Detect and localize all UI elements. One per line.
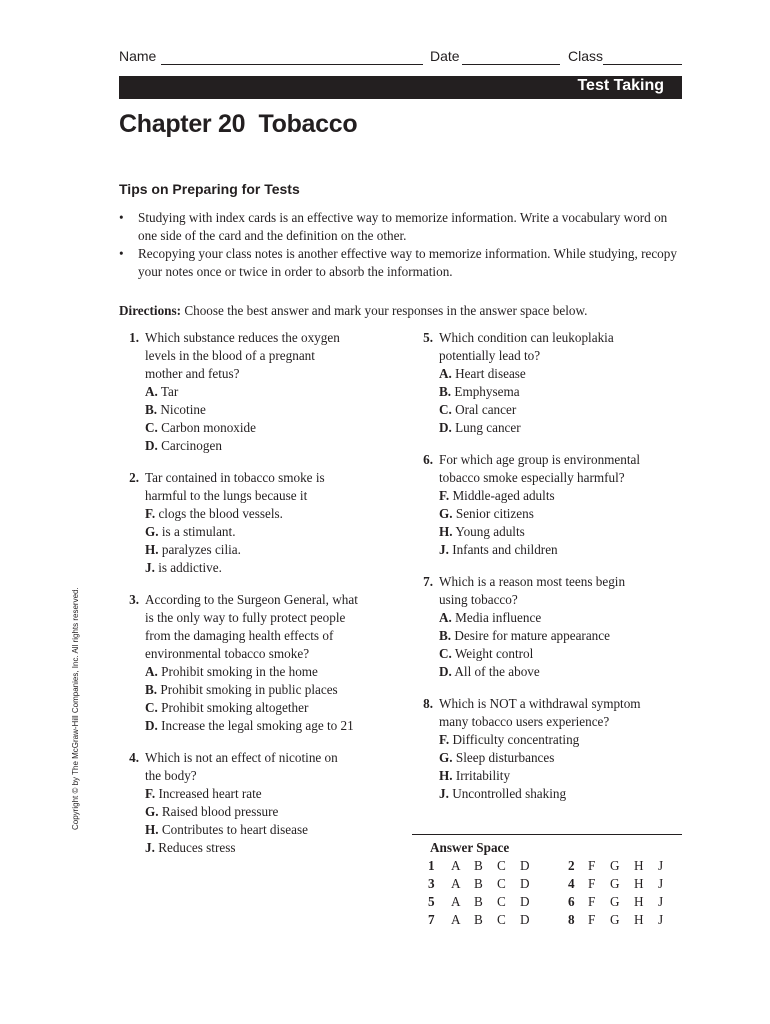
answer-option[interactable] (145, 785, 399, 803)
answer-choice[interactable]: H (634, 876, 644, 891)
tips-heading: Tips on Preparing for Tests (119, 181, 300, 197)
answer-option[interactable] (145, 681, 399, 699)
answer-row (428, 912, 688, 930)
answer-number: 4 (568, 876, 575, 891)
answer-choice[interactable]: J (658, 894, 664, 909)
answer-choice[interactable]: B (474, 858, 483, 873)
option-text: Desire for mature appearance (454, 628, 610, 643)
question-text-line: For which age group is environmental (439, 452, 641, 467)
option-text: Oral cancer (455, 402, 517, 417)
question-number: 2. (129, 470, 139, 485)
option-letter: G. (439, 506, 453, 521)
question-7 (413, 573, 683, 681)
answer-option[interactable] (145, 699, 399, 717)
option-text: Uncontrolled shaking (452, 786, 567, 801)
question-number: 7. (423, 574, 433, 589)
tips-list (119, 209, 679, 281)
question-4 (119, 749, 399, 857)
answer-option[interactable] (145, 803, 399, 821)
copyright-notice: Copyright © by The McGraw-Hill Companies, Inc. All rights reserved. (71, 587, 80, 830)
option-letter: A. (145, 664, 158, 679)
option-text: clogs the blood vessels. (158, 506, 283, 521)
answer-number: 6 (568, 894, 575, 909)
question-number: 8. (423, 696, 433, 711)
header-fields (119, 48, 682, 68)
option-text: Emphysema (454, 384, 520, 399)
option-letter: C. (145, 700, 158, 715)
answer-number: 8 (568, 912, 575, 927)
question-8 (413, 695, 683, 803)
option-letter: F. (145, 506, 156, 521)
answer-choice[interactable]: F (588, 876, 596, 891)
option-letter: J. (439, 542, 449, 557)
option-text: Prohibit smoking in public places (160, 682, 338, 697)
option-letter: B. (439, 628, 452, 643)
option-letter: D. (145, 718, 158, 733)
option-text: Irritability (455, 768, 511, 783)
question-text-line: levels in the blood of a pregnant (145, 348, 315, 363)
answer-option[interactable] (145, 437, 399, 455)
answer-option[interactable] (439, 401, 683, 419)
option-text: Contributes to heart disease (161, 822, 308, 837)
question-text-line: mother and fetus? (145, 366, 240, 381)
answer-space-title: Answer Space (430, 840, 510, 855)
question-number: 4. (129, 750, 139, 765)
answer-option[interactable] (145, 559, 399, 577)
option-text: Senior citizens (455, 506, 534, 521)
option-letter: H. (145, 542, 159, 557)
option-letter: G. (145, 524, 159, 539)
option-text: Prohibit smoking in the home (161, 664, 318, 679)
question-number: 3. (129, 592, 139, 607)
answer-option[interactable] (145, 505, 399, 523)
question-text-line: many tobacco users experience? (439, 714, 610, 729)
answer-option[interactable] (145, 383, 399, 401)
option-text: Difficulty concentrating (452, 732, 580, 747)
question-text-line: environmental tobacco smoke? (145, 646, 310, 661)
option-text: Nicotine (160, 402, 206, 417)
option-text: Lung cancer (455, 420, 521, 435)
option-letter: G. (145, 804, 159, 819)
answer-option[interactable] (145, 663, 399, 681)
answer-choice[interactable]: B (474, 894, 483, 909)
option-text: Media influence (455, 610, 542, 625)
question-number: 5. (423, 330, 433, 345)
answer-choice[interactable]: G (610, 858, 620, 873)
answer-choice[interactable]: J (658, 876, 664, 891)
answer-space-rule (412, 834, 682, 835)
answer-choice[interactable]: C (497, 912, 506, 927)
answer-option[interactable] (145, 419, 399, 437)
answer-choice[interactable]: G (610, 894, 620, 909)
option-letter: A. (439, 366, 452, 381)
option-letter: J. (145, 560, 155, 575)
option-text: Middle-aged adults (452, 488, 555, 503)
question-text-line: Which is a reason most teens begin (439, 574, 626, 589)
answer-number: 3 (428, 876, 435, 891)
option-letter: C. (439, 646, 452, 661)
answer-choice[interactable]: F (588, 894, 596, 909)
question-text-line: Which substance reduces the oxygen (145, 330, 340, 345)
option-letter: H. (439, 768, 453, 783)
answer-option[interactable] (439, 365, 683, 383)
option-text: Carcinogen (161, 438, 222, 453)
question-3 (119, 591, 399, 735)
answer-option[interactable] (145, 821, 399, 839)
question-1 (119, 329, 399, 455)
directions-text: Choose the best answer and mark your responses in the answer space below. (184, 303, 588, 318)
question-5 (413, 329, 683, 437)
answer-choice[interactable]: F (588, 858, 596, 873)
option-letter: F. (439, 732, 450, 747)
page-title: Chapter 20 Tobacco (119, 110, 358, 138)
answer-option[interactable] (439, 731, 683, 749)
answer-space-grid (428, 858, 688, 930)
answer-choice[interactable]: B (474, 876, 483, 891)
question-text-line: tobacco smoke especially harmful? (439, 470, 625, 485)
date-field-line[interactable] (462, 64, 560, 65)
question-text-line: potentially lead to? (439, 348, 541, 363)
question-text-line: According to the Surgeon General, what (145, 592, 358, 607)
question-text-line: is the only way to fully protect people (145, 610, 346, 625)
option-text: paralyzes cilia. (161, 542, 241, 557)
question-text-line: using tobacco? (439, 592, 518, 607)
answer-option[interactable] (145, 523, 399, 541)
answer-choice[interactable]: B (474, 912, 483, 927)
answer-choice[interactable]: F (588, 912, 596, 927)
option-letter: H. (145, 822, 159, 837)
option-text: Young adults (455, 524, 525, 539)
answer-choice[interactable]: D (520, 894, 530, 909)
question-text-line: harmful to the lungs because it (145, 488, 308, 503)
section-banner (119, 76, 682, 99)
answer-option[interactable] (145, 401, 399, 419)
answer-choice[interactable]: C (497, 894, 506, 909)
answer-number: 7 (428, 912, 435, 927)
option-letter: J. (145, 840, 155, 855)
question-text-line: Which condition can leukoplakia (439, 330, 614, 345)
answer-choice[interactable]: D (520, 858, 530, 873)
option-letter: D. (439, 420, 452, 435)
answer-option[interactable] (439, 749, 683, 767)
answer-choice[interactable]: H (634, 858, 644, 873)
option-letter: B. (145, 682, 158, 697)
class-field-line[interactable] (603, 64, 682, 65)
answer-option[interactable] (439, 767, 683, 785)
answer-number: 2 (568, 858, 575, 873)
answer-number: 1 (428, 858, 435, 873)
answer-choice[interactable]: G (610, 912, 620, 927)
answer-option[interactable] (439, 609, 683, 627)
answer-choice[interactable]: J (658, 858, 664, 873)
option-text: Weight control (454, 646, 534, 661)
question-text-line: Which is not an effect of nicotine on (145, 750, 338, 765)
directions (119, 302, 689, 320)
class-label: Class (568, 48, 604, 64)
option-text: Increase the legal smoking age to 21 (161, 718, 354, 733)
answer-choice[interactable]: D (520, 912, 530, 927)
question-2 (119, 469, 399, 577)
option-text: Raised blood pressure (161, 804, 279, 819)
answer-option[interactable] (145, 839, 399, 857)
option-text: Tar (160, 384, 179, 399)
option-letter: F. (145, 786, 156, 801)
question-number: 6. (423, 452, 433, 467)
question-text-line: from the damaging health effects of (145, 628, 334, 643)
option-text: Reduces stress (158, 840, 236, 855)
question-number: 1. (129, 330, 139, 345)
answer-option[interactable] (439, 419, 683, 437)
answer-choice[interactable]: A (451, 876, 461, 891)
option-letter: A. (439, 610, 452, 625)
answer-choice[interactable]: D (520, 876, 530, 891)
question-6 (413, 451, 683, 559)
answer-option[interactable] (439, 523, 683, 541)
answer-choice[interactable]: H (634, 894, 644, 909)
answer-choice[interactable]: G (610, 876, 620, 891)
name-field-line[interactable] (161, 64, 423, 65)
option-letter: B. (145, 402, 158, 417)
answer-option[interactable] (145, 717, 399, 735)
option-text: Infants and children (452, 542, 558, 557)
option-text: Increased heart rate (158, 786, 262, 801)
option-text: Sleep disturbances (455, 750, 555, 765)
answer-option[interactable] (439, 663, 683, 681)
option-letter: B. (439, 384, 452, 399)
answer-choice[interactable]: A (451, 894, 461, 909)
tip-item: • Studying with index cards is an effective way to memorize information. Write a vocabulary word on one side of the card and the definition on the other. (119, 209, 679, 245)
answer-number: 5 (428, 894, 435, 909)
answer-option[interactable] (439, 383, 683, 401)
answer-row (428, 876, 688, 894)
tip-item: • Recopying your class notes is another effective way to memorize information. While studying, recopy your notes once or twice in order to absorb the information. (119, 245, 679, 281)
option-text: All of the above (454, 664, 540, 679)
option-text: is a stimulant. (161, 524, 236, 539)
answer-option[interactable] (439, 505, 683, 523)
option-letter: J. (439, 786, 449, 801)
questions-right-column (413, 329, 683, 817)
answer-choice[interactable]: A (451, 912, 461, 927)
answer-choice[interactable]: C (497, 858, 506, 873)
option-letter: A. (145, 384, 158, 399)
answer-option[interactable] (439, 627, 683, 645)
date-label: Date (430, 48, 460, 64)
answer-option[interactable] (439, 785, 683, 803)
answer-option[interactable] (439, 541, 683, 559)
answer-choice[interactable]: A (451, 858, 461, 873)
answer-row (428, 858, 688, 876)
answer-choice[interactable]: J (658, 912, 664, 927)
answer-option[interactable] (439, 487, 683, 505)
question-text-line: Which is NOT a withdrawal symptom (439, 696, 641, 711)
question-text-line: Tar contained in tobacco smoke is (145, 470, 325, 485)
answer-row (428, 894, 688, 912)
option-letter: D. (439, 664, 452, 679)
answer-option[interactable] (145, 541, 399, 559)
directions-label: Directions: (119, 303, 182, 318)
option-letter: G. (439, 750, 453, 765)
option-text: is addictive. (158, 560, 222, 575)
banner-label: Test Taking (577, 77, 664, 94)
option-letter: H. (439, 524, 453, 539)
answer-option[interactable] (439, 645, 683, 663)
option-letter: D. (145, 438, 158, 453)
option-text: Carbon monoxide (161, 420, 256, 435)
answer-choice[interactable]: H (634, 912, 644, 927)
question-text-line: the body? (145, 768, 197, 783)
name-label: Name (119, 48, 157, 64)
questions-left-column (119, 329, 399, 871)
option-letter: C. (145, 420, 158, 435)
option-letter: C. (439, 402, 452, 417)
option-letter: F. (439, 488, 450, 503)
option-text: Prohibit smoking altogether (161, 700, 309, 715)
option-text: Heart disease (455, 366, 526, 381)
answer-choice[interactable]: C (497, 876, 506, 891)
